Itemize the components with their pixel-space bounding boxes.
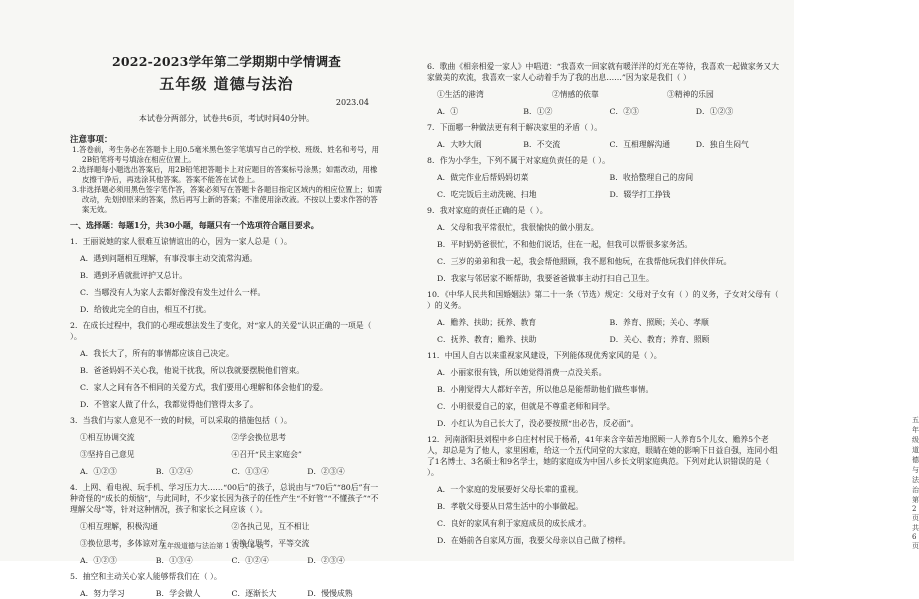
answer-option: B．遇到矛盾就批评护又总计。 bbox=[80, 271, 188, 280]
question bbox=[70, 236, 383, 315]
question bbox=[427, 350, 782, 429]
question bbox=[427, 106, 782, 117]
answer-option: B．平时奶奶爸很忙，不和他们说话，住在一起，但我可以帮很多家务活。 bbox=[437, 240, 693, 249]
answer-option-row bbox=[70, 555, 383, 566]
answer-option: A．一个家庭的发展要好父母长辈的重视。 bbox=[437, 485, 583, 494]
question-stem: 3．当我们与家人意见不一致的时候，可以采取的措施包括（ ）。 bbox=[70, 416, 292, 425]
question bbox=[427, 205, 782, 284]
answer-option: ③精神的乐园 bbox=[667, 90, 714, 99]
answer-option: C．①③④ bbox=[231, 467, 269, 476]
answer-option: ④换位思考，平等交流 bbox=[231, 539, 310, 548]
question bbox=[70, 415, 383, 460]
answer-option: D．小红认为自己长大了，没必要按照“出必告，反必面”。 bbox=[437, 419, 639, 428]
answer-option: A．遇到问题相互理解，有事没事主动交流常沟通。 bbox=[80, 254, 258, 263]
answer-option: A．小丽家很有钱，所以她觉得消费一点没关系。 bbox=[437, 368, 607, 377]
answer-option: B．爸爸妈妈不关心我，他说干扰我，所以我就要摆脱他们管束。 bbox=[80, 366, 305, 375]
answer-option: C．当哪没有人为家人去都好像没有发生过什么一样。 bbox=[80, 288, 266, 297]
question bbox=[70, 466, 383, 477]
answer-option-row bbox=[427, 334, 782, 345]
answer-option: C．①②④ bbox=[231, 556, 269, 565]
question bbox=[70, 555, 383, 566]
answer-option-row bbox=[70, 466, 383, 477]
answer-option: C．抚养、教育；赡养、扶助 bbox=[437, 335, 537, 344]
answer-option: B．养育、照顾；关心、孝顺 bbox=[609, 318, 709, 327]
answer-option-row bbox=[427, 89, 782, 100]
answer-option: D．②③④ bbox=[307, 467, 345, 476]
question bbox=[427, 155, 782, 200]
answer-option: D．关心、教育；养育、照顾 bbox=[609, 335, 710, 344]
answer-option-row bbox=[427, 106, 782, 117]
answer-option: B．学会做人 bbox=[155, 589, 201, 598]
question-stem: 2．在成长过程中，我们的心理或想法发生了变化，对“家人的关爱”认识正确的一项是（ ）。 bbox=[70, 321, 372, 341]
answer-option: A．① bbox=[437, 107, 459, 116]
section-heading: 一、选择题：每题1分，共30小题，每题只有一个选项符合题目要求。 bbox=[70, 220, 319, 230]
question-stem: 8．作为小学生，下列不属于对家庭负责任的是（ ）。 bbox=[427, 156, 610, 165]
question bbox=[70, 320, 383, 410]
answer-option: A．①②③ bbox=[80, 467, 117, 476]
question-stem: 1．王丽说她的家人很难互谅情谊出的心，因为一家人总是（ ）。 bbox=[70, 237, 292, 246]
answer-option: B．孝敬父母要从日常生活中的小事做起。 bbox=[437, 502, 584, 511]
answer-option-row bbox=[427, 189, 782, 200]
answer-option: D．①②③ bbox=[695, 107, 734, 116]
answer-option: C．三岁的弟弟和我一起，我会帮他照顾，我不愿和他玩，在我帮他玩我们伴伙伴玩。 bbox=[437, 257, 732, 266]
right-question-list bbox=[427, 61, 782, 546]
answer-option: D．在婚前各自家风方面，我要父母亲以自己做了榜样。 bbox=[437, 536, 631, 545]
answer-option: D．不管家人做了什么，我都觉得他们管得太多了。 bbox=[80, 400, 258, 409]
answer-option: B．①③④ bbox=[155, 556, 193, 565]
question-stem: 6．歌曲《相亲相爱一家人》中唱道：“我喜欢一回家就有暖洋洋的灯光在等待，我喜欢一起做家务又大家做美的欢流，我喜欢一家人心动着手为了我的出息……”因为家是我们（ ） bbox=[427, 62, 780, 82]
answer-option: C．互相理解沟通 bbox=[609, 140, 671, 149]
answer-option: ③坚持自己意见 bbox=[80, 450, 135, 459]
page-footer-left: 五年级道德与法治第 1 页 共 6 页 bbox=[160, 542, 265, 550]
answer-option: D．慢慢成熟 bbox=[307, 589, 353, 598]
answer-option: ③换位思考，多体谅对方 bbox=[80, 539, 166, 548]
answer-option: D．②③④ bbox=[307, 556, 345, 565]
answer-option-row bbox=[427, 172, 782, 183]
answer-option: A．努力学习 bbox=[80, 589, 125, 598]
answer-option-row bbox=[427, 317, 782, 328]
answer-option: A．父母和我平常很忙，我很愉快的做小朋友。 bbox=[437, 223, 599, 232]
question bbox=[427, 289, 782, 345]
answer-option: D．我家与邻居家不断帮助，我要爸爸做事主动打扫自己卫生。 bbox=[437, 274, 654, 283]
answer-option: D．独自生闷气 bbox=[695, 140, 749, 149]
note-item: 2.选择题每小题选出答案后，用2B铅笔把答题卡上对应题目的答案标号涂黑；如需改动，用橡皮擦干净后，再选涂其他答案。答案不能答在试卷上。 bbox=[72, 165, 378, 184]
answer-option: ②学会换位思考 bbox=[231, 433, 287, 442]
exam-title: 2022-2023学年第二学期期中学情调查 bbox=[112, 54, 341, 69]
answer-option-row bbox=[427, 139, 782, 150]
answer-option-row bbox=[70, 432, 383, 443]
answer-option: A．做完作业后帮妈妈切菜 bbox=[437, 173, 529, 182]
question-stem: 9．我对家庭的责任正确的是（ ）。 bbox=[427, 206, 548, 215]
notes-heading: 注意事项： bbox=[70, 135, 113, 145]
answer-option: B．①②④ bbox=[155, 467, 193, 476]
question-stem: 7．下面哪一种做法更有利于解决家里的矛盾（ ）。 bbox=[427, 123, 603, 132]
answer-option: D．辍学打工挣钱 bbox=[609, 190, 671, 199]
question-stem: 11．中国人自古以来重视家风建设，下列能体现优秀家风的是（ ）。 bbox=[427, 351, 662, 360]
exam-subject: 五年级 道德与法治 bbox=[159, 75, 294, 93]
exam-date: 2023.04 bbox=[335, 98, 369, 107]
page-footer-right: 五年级道德与法治第 2 页 共 6 页 bbox=[912, 416, 919, 550]
answer-option: ④召开“民主家庭会” bbox=[231, 450, 302, 459]
answer-option: B．不交流 bbox=[523, 140, 561, 149]
answer-option: ②各执己见，互不相让 bbox=[231, 522, 310, 531]
question bbox=[427, 122, 782, 150]
answer-option: B．收拾整理自己的房间 bbox=[609, 173, 694, 182]
answer-option: ①相互理解，积极沟通 bbox=[80, 522, 158, 531]
question bbox=[427, 61, 782, 100]
question-stem: 10．《中华人民共和国婚姻法》第二十一条（节选）规定：父母对子女有（ ）的义务，子女对父母有（ ）的义务。 bbox=[427, 290, 779, 310]
answer-option: A．我长大了，所有的事情都应该自己决定。 bbox=[80, 349, 234, 358]
answer-option-row bbox=[70, 588, 383, 599]
question-stem: 4．上网、看电视、玩手机、学习压力大……“00后”的孩子，总说由与“70后”“80后”有一种奇怪的“成长的烦恼”，与此同时，不少家长因为孩子的任性产生“不好管”“不懂孩子”“不理解父母”等，针对这种情况，孩子和家长之间应该（ ）。 bbox=[70, 483, 379, 514]
answer-option: ①生活的港湾 bbox=[437, 90, 484, 99]
answer-option: ②情感的依靠 bbox=[552, 90, 599, 99]
answer-option: C．家人之间有各不相同的关爱方式，我们要用心理解和体会他们的爱。 bbox=[80, 383, 328, 392]
answer-option: ①相互协调交流 bbox=[80, 433, 135, 442]
answer-option: B．①② bbox=[523, 107, 553, 116]
answer-option: A．赡养、扶助；抚养、教育 bbox=[437, 318, 537, 327]
answer-option: B．小刚觉得大人都好辛苦，所以他总是能帮助他们做些事情。 bbox=[437, 385, 654, 394]
exam-subtitle: 本试卷分两部分，试卷共6页，考试时间40分钟。 bbox=[138, 114, 315, 123]
answer-option-row bbox=[70, 521, 383, 532]
right-page bbox=[397, 0, 919, 561]
question bbox=[427, 434, 782, 546]
answer-option-row bbox=[70, 449, 383, 460]
question bbox=[70, 571, 383, 599]
answer-option: C．小明很爱自己的家，但就是不尊重老师和同学。 bbox=[437, 402, 615, 411]
answer-option: D．给彼此完全的自由，相互不打扰。 bbox=[80, 305, 211, 314]
answer-option: A．大吵大闹 bbox=[437, 140, 482, 149]
note-item: 1.答卷前，考生务必在答题卡上用0.5毫米黑色签字笔填写自己的学校、班级、姓名和考号，用2B铅笔将考号填涂在相应位置上。 bbox=[72, 145, 380, 164]
answer-option: A．①②③ bbox=[80, 556, 117, 565]
question-stem: 5．抽空和主动关心家人能够帮我们在（ ）。 bbox=[70, 572, 222, 581]
answer-option: C．吃完饭后主动洗碗、扫地 bbox=[437, 190, 537, 199]
question bbox=[70, 482, 383, 549]
question-stem: 12．河南浙阳县刘程中乡白庄村村民于杨希，41年来含辛茹苦地照顾一人养育5个儿女、赡养5个老人，却总是为了他人，家里困难，给这一个五代同堂的大家庭，眼睛在她的影响下日益自强，连同小组了1名博士、3名硕士和9名学士，她的家庭成为中国八乡长文明家庭典范。下列对此认识错误的是（ ）。 bbox=[427, 435, 778, 477]
answer-option: C．良好的家风有利于家庭成员的成长成才。 bbox=[437, 519, 592, 528]
answer-option: C．逐渐长大 bbox=[231, 589, 277, 598]
left-page bbox=[0, 0, 397, 598]
answer-option: C．②③ bbox=[609, 107, 639, 116]
note-item: 3.非选择题必须用黑色签字笔作答，答案必须写在答题卡各题目指定区域内的相应位置上；如需改动，先划掉原来的答案，然后再写上新的答案；不准使用涂改液。不按以上要求作答的答案无效。 bbox=[72, 185, 383, 214]
